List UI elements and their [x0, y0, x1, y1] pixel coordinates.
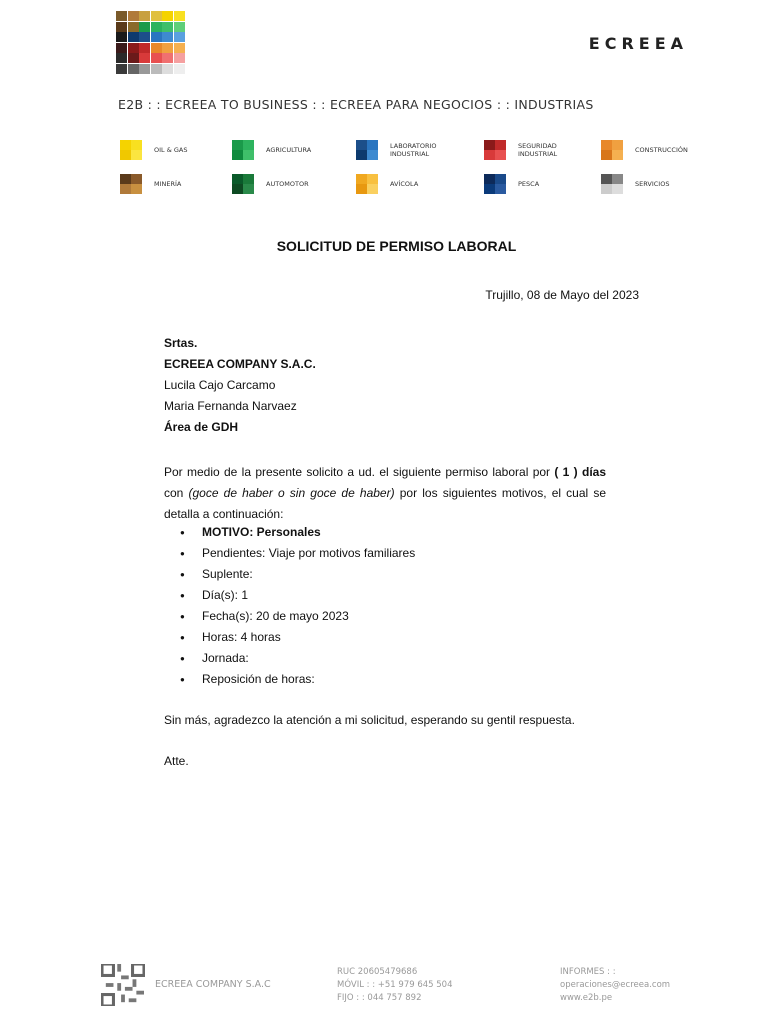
qr-code-icon [101, 964, 145, 1006]
industry-swatch-icon [356, 174, 378, 194]
industry-item [120, 140, 224, 160]
industry-item [601, 174, 705, 194]
footer-ruc: RUC 20605479686 [337, 967, 418, 977]
para-text-b: con [164, 486, 189, 500]
document-title: SOLICITUD DE PERMISO LABORAL [276, 238, 517, 254]
industry-item [120, 174, 224, 194]
industry-label: SEGURIDAD INDUSTRIAL [518, 142, 558, 158]
salutation: Srtas. [164, 336, 198, 350]
recipient-area: Área de GDH [164, 420, 239, 434]
industry-label: AVÍCOLA [390, 180, 419, 188]
recipient-company: ECREEA COMPANY S.A.C. [164, 357, 316, 371]
recipient-person-1: Lucila Cajo Carcamo [164, 378, 276, 392]
footer-website[interactable]: www.e2b.pe [560, 993, 613, 1003]
industry-label: AGRICULTURA [266, 146, 312, 154]
details-list [180, 522, 415, 690]
industry-label: AUTOMOTOR [266, 180, 309, 188]
list-item: ● Fecha(s): 20 de mayo 2023 [180, 606, 415, 627]
industry-item [232, 174, 336, 194]
footer-mobile: MÓVIL : : +51 979 645 504 [337, 980, 453, 990]
footer-company: ECREEA COMPANY S.A.C [155, 979, 271, 990]
list-item: ● Reposición de horas: [180, 669, 415, 690]
industry-swatch-icon [601, 174, 623, 194]
industry-label: SERVICIOS [635, 180, 670, 188]
industry-item [484, 140, 588, 160]
industry-item [484, 174, 588, 194]
industry-item [356, 174, 460, 194]
letter-date: Trujillo, 08 de Mayo del 2023 [485, 288, 639, 302]
industry-swatch-icon [120, 140, 142, 160]
footer-phone: FIJO : : 044 757 892 [337, 993, 422, 1003]
para-pay-condition: (goce de haber o sin goce de haber) [188, 486, 395, 500]
closing-line: Sin más, agradezco la atención a mi solicitud, esperando su gentil respuesta. [164, 713, 575, 727]
list-item: ● Día(s): 1 [180, 585, 415, 606]
company-logo [116, 11, 186, 75]
list-item: ● Jornada: [180, 648, 415, 669]
industry-swatch-icon [120, 174, 142, 194]
tagline: E2B : : ECREEA TO BUSINESS : : ECREEA PARA NEGOCIOS : : INDUSTRIAS [118, 97, 594, 112]
sign-off: Atte. [164, 754, 189, 768]
industry-item [356, 140, 460, 160]
footer-email[interactable]: operaciones@ecreea.com [560, 980, 671, 990]
industry-label: MINERÍA [154, 180, 182, 188]
industry-label: LABORATORIO INDUSTRIAL [390, 142, 437, 158]
industry-swatch-icon [484, 140, 506, 160]
list-item: ● MOTIVO: Personales [180, 522, 415, 543]
recipient-person-2: Maria Fernanda Narvaez [164, 399, 297, 413]
industry-label: OIL & GAS [154, 146, 188, 154]
industry-swatch-icon [232, 174, 254, 194]
list-item: ● Pendientes: Viaje por motivos familiares [180, 543, 415, 564]
footer-informes: INFORMES : : [560, 967, 616, 977]
industry-swatch-icon [484, 174, 506, 194]
industry-swatch-icon [601, 140, 623, 160]
list-item: ● Horas: 4 horas [180, 627, 415, 648]
industry-swatch-icon [232, 140, 254, 160]
industry-item [232, 140, 336, 160]
industry-swatch-icon [356, 140, 378, 160]
list-item: ● Suplente: [180, 564, 415, 585]
industry-label: PESCA [518, 180, 540, 188]
industry-label: CONSTRUCCIÓN [635, 146, 688, 154]
para-text-c: por los siguientes motivos, el cual se detalla a continuación: [164, 486, 607, 521]
request-paragraph [164, 462, 606, 525]
industry-item [601, 140, 705, 160]
para-text-a: Por medio de la presente solicito a ud. el siguiente permiso laboral por [164, 465, 555, 479]
brand-name: ECREEA [588, 34, 688, 53]
para-days: ( 1 ) días [554, 465, 606, 479]
